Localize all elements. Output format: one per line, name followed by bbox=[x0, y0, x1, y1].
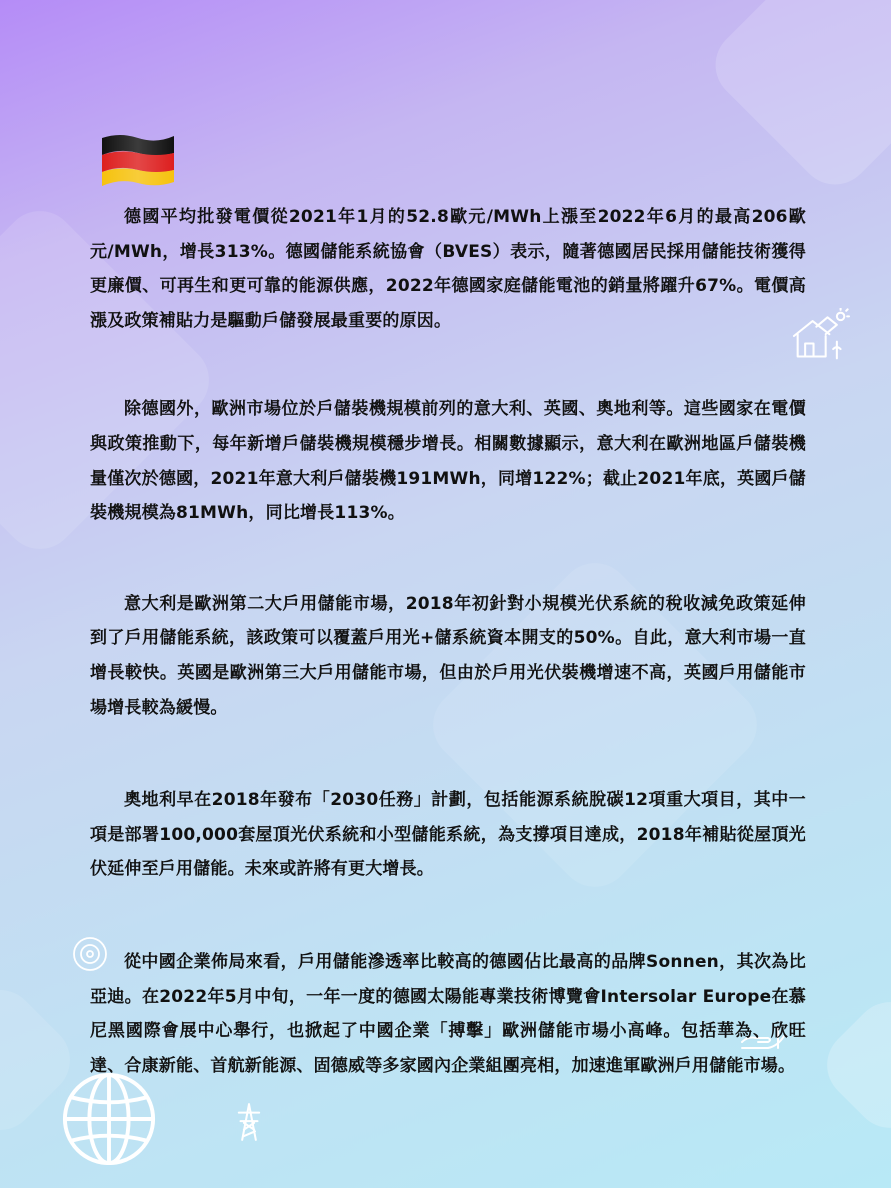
paragraph-austria: 奧地利早在2018年發布「2030任務」計劃，包括能源系統脫碳12項重大項目，其中一項是部署100,000套屋頂光伏系統和小型儲能系統，為支撐項目達成，2018年補貼從屋頂光伏延伸至戶用儲能。未來或許將有更大增長。 bbox=[90, 790, 806, 880]
germany-flag-icon bbox=[100, 130, 176, 188]
paragraph-germany: 德國平均批發電價從2021年1月的52.8歐元/MWh上漲至2022年6月的最高206歐元/MWh，增長313%。德國儲能系統協會（BVES）表示，隨著德國居民採用儲能技術獲得更廉價、可再生和更可靠的能源供應，2022年德國家庭儲能電池的銷量將躍升67%。電價高漲及政策補貼力是驅動戶儲發展最重要的原因。 bbox=[90, 207, 806, 331]
background-diamond bbox=[701, 0, 891, 199]
paragraph-europe-market: 除德國外，歐洲市場位於戶儲裝機規模前列的意大利、英國、奧地利等。這些國家在電價與政策推動下，每年新增戶儲裝機規模穩步增長。相關數據顯示，意大利在歐洲地區戶儲裝機量僅次於德國，2021年意大利戶儲裝機191MWh，同增122%；截止2021年底，英國戶儲裝機規模為81MWh，同比增長113%。 bbox=[90, 399, 806, 524]
article-body bbox=[90, 200, 806, 1147]
background-diamond bbox=[812, 987, 891, 1143]
paragraph-italy-uk: 意大利是歐洲第二大戶用儲能市場，2018年初針對小規模光伏系統的稅收減免政策延伸到了戶用儲能系統，該政策可以覆蓋戶用光+儲系統資本開支的50%。自此，意大利市場一直增長較快。英國是歐洲第三大戶用儲能市場，但由於戶用光伏裝機增速不高，英國戶用儲能市場增長較為緩慢。 bbox=[90, 593, 806, 718]
paragraph-chinese-companies: 從中國企業佈局來看，戶用儲能滲透率比較高的德國佔比最高的品牌Sonnen，其次為比亞迪。在2022年5月中旬，一年一度的德國太陽能專業技術博覽會Intersolar Europe在慕尼黑國際會展中心舉行，也掀起了中國企業「搏擊」歐洲儲能市場小高峰。包括華為、欣旺達、合康新能、首航新能源、固德威等多家國內企業組團亮相，加速進軍歐洲戶用儲能市場。 bbox=[90, 951, 806, 1076]
